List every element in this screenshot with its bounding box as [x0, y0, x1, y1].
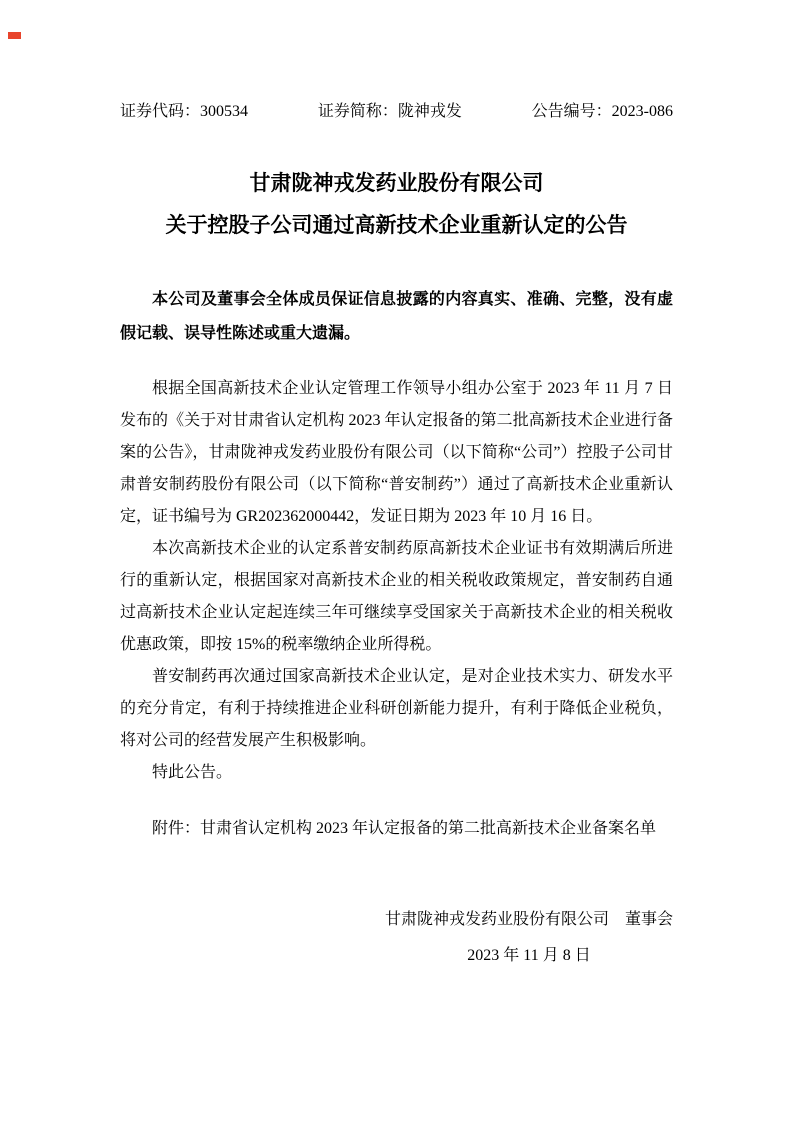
company-name-title: 甘肃陇神戎发药业股份有限公司	[249, 171, 544, 195]
announcement-date: 2023 年 11 月 8 日	[467, 947, 591, 964]
body-paragraph-2: 本次高新技术企业的认定系普安制药原高新技术企业证书有效期满后所进行的重新认定，根据国家对高新技术企业的相关税收政策规定，普安制药自通过高新技术企业认定起连续三年可继续享受国家关于高新技术企业的相关税收优惠政策，即按 15%的税率缴纳企业所得税。	[120, 540, 673, 653]
announcement-subject-title: 关于控股子公司通过高新技术企业重新认定的公告	[165, 213, 628, 237]
body-paragraph-3: 普安制药再次通过国家高新技术企业认定，是对企业技术实力、研发水平的充分肯定，有利于持续推进企业科研创新能力提升，有利于降低企业税负，将对公司的经营发展产生积极影响。	[120, 668, 673, 749]
closing-statement: 特此公告。	[152, 764, 233, 781]
securities-header-row	[120, 101, 673, 123]
board-signature: 甘肃陇神戎发药业股份有限公司 董事会	[384, 911, 673, 928]
attachment-reference: 附件：甘肃省认定机构 2023 年认定报备的第二批高新技术企业备案名单	[152, 820, 657, 837]
document-title	[120, 162, 673, 246]
red-annotation-mark	[8, 32, 21, 39]
board-disclaimer-paragraph: 本公司及董事会全体成员保证信息披露的内容真实、准确、完整，没有虚假记载、误导性陈述或重大遗漏。	[120, 291, 673, 342]
stock-name-label: 证券简称：陇神戎发	[317, 103, 462, 120]
announcement-number-label: 公告编号：2023-086	[531, 103, 673, 120]
signature-block	[385, 903, 673, 975]
stock-code-label: 证券代码：300534	[120, 103, 249, 120]
document-content	[120, 101, 673, 975]
body-paragraph-1: 根据全国高新技术企业认定管理工作领导小组办公室于 2023 年 11 月 7 日发布的《关于对甘肃省认定机构 2023 年认定报备的第二批高新技术企业进行备案的公告》，甘肃陇神戎发药业股份有限公司（以下简称“公司”）控股子公司甘肃普安制药股份有限公司（以下简称“普安制药”）通过了高新技术企业重新认定，证书编号为 GR202362000442，发证日期为 2023 年 10 月 16 日。	[120, 380, 673, 525]
